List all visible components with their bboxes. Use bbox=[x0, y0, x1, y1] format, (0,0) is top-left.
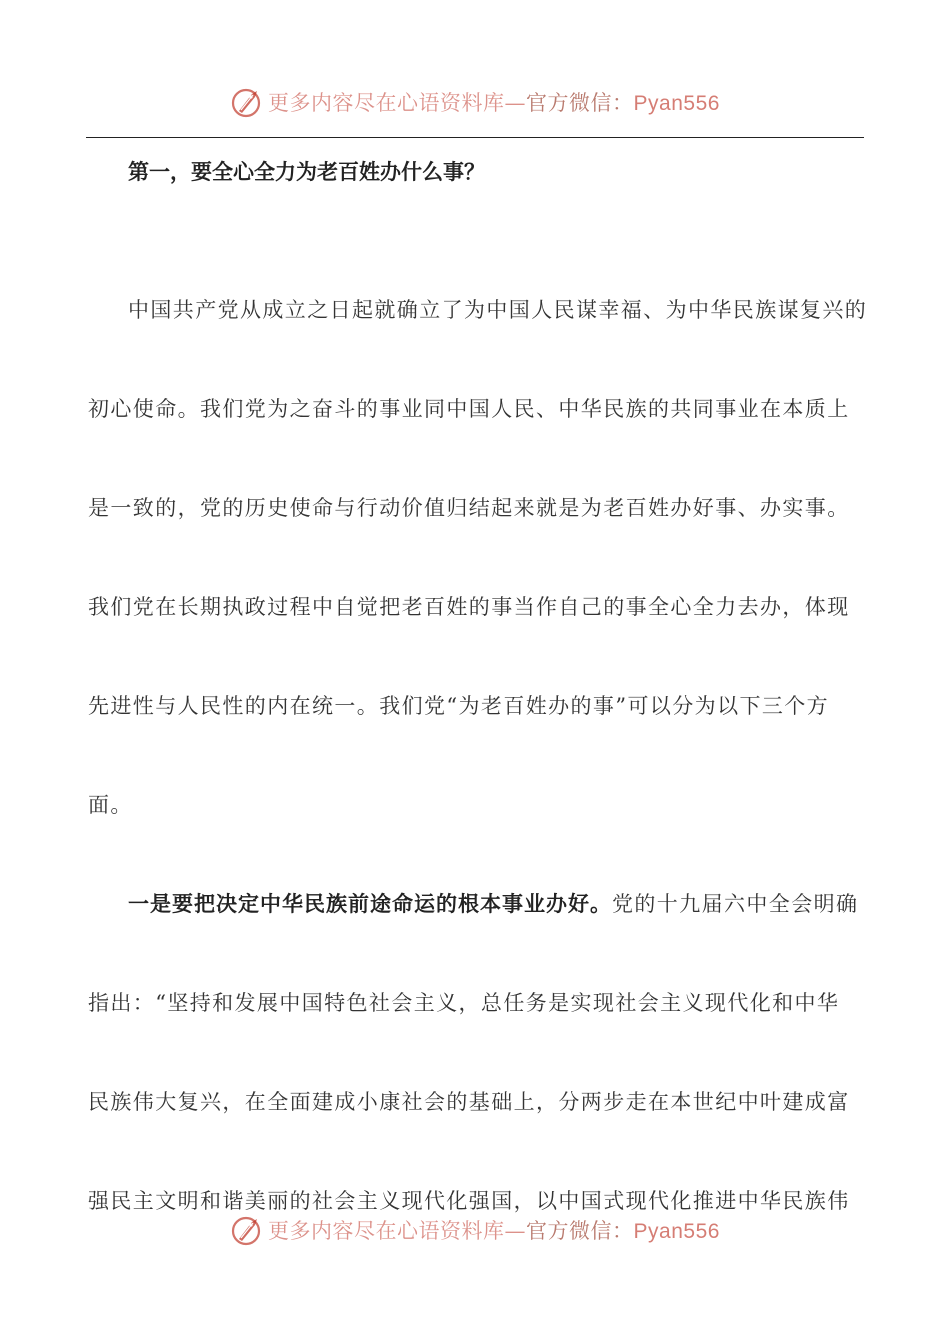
paragraph-lead-bold: 一是要把决定中华民族前途命运的根本事业办好。 bbox=[128, 892, 612, 916]
paragraph-line: 是一致的，党的历史使命与行动价值归结起来就是为老百姓办好事、办实事。 bbox=[88, 496, 850, 520]
paragraph-2 bbox=[88, 855, 860, 1251]
paragraph-line: 强民主文明和谐美丽的社会主义现代化强国，以中国式现代化推进中华民族伟 bbox=[88, 1189, 850, 1213]
paragraph-line bbox=[88, 855, 860, 954]
footer-banner-brand: 更多内容尽在心语资料库— bbox=[268, 1219, 527, 1243]
footer-banner-text bbox=[268, 1215, 720, 1245]
header-banner-label: 官方微信： bbox=[526, 91, 634, 115]
footer-wechat-id: Pyan556 bbox=[633, 1220, 720, 1243]
header-banner bbox=[0, 82, 950, 122]
header-banner-text bbox=[268, 87, 720, 117]
paragraph-line: 初心使命。我们党为之奋斗的事业同中国人民、中华民族的共同事业在本质上 bbox=[88, 397, 850, 421]
paragraph-lead-rest: 党的十九届六中全会明确 bbox=[612, 892, 859, 916]
section-heading: 第一，要全心全力为老百姓办什么事？ bbox=[128, 160, 485, 184]
paragraph-line: 民族伟大复兴，在全面建成小康社会的基础上，分两步走在本世纪中叶建成富 bbox=[88, 1090, 850, 1114]
paragraph-line: 指出：“坚持和发展中国特色社会主义，总任务是实现社会主义现代化和中华 bbox=[88, 991, 840, 1015]
document-body bbox=[88, 146, 868, 1251]
header-rule bbox=[86, 137, 864, 138]
paragraph-line: 我们党在长期执政过程中自觉把老百姓的事当作自己的事全心全力去办，体现 bbox=[88, 595, 850, 619]
footer-banner bbox=[0, 1210, 950, 1250]
paragraph-1 bbox=[88, 261, 868, 855]
header-wechat-id: Pyan556 bbox=[633, 92, 720, 115]
pen-nib-circle-logo-icon bbox=[230, 1213, 264, 1247]
pen-nib-circle-logo-icon bbox=[230, 85, 264, 119]
paragraph-line: 中国共产党从成立之日起就确立了为中国人民谋幸福、为中华民族谋复兴的 bbox=[128, 298, 868, 322]
paragraph-line: 面。 bbox=[88, 793, 133, 817]
paragraph-line: 先进性与人民性的内在统一。我们党“为老百姓办的事”可以分为以下三个方 bbox=[88, 694, 830, 718]
footer-banner-label: 官方微信： bbox=[526, 1219, 634, 1243]
header-banner-brand: 更多内容尽在心语资料库— bbox=[268, 91, 527, 115]
